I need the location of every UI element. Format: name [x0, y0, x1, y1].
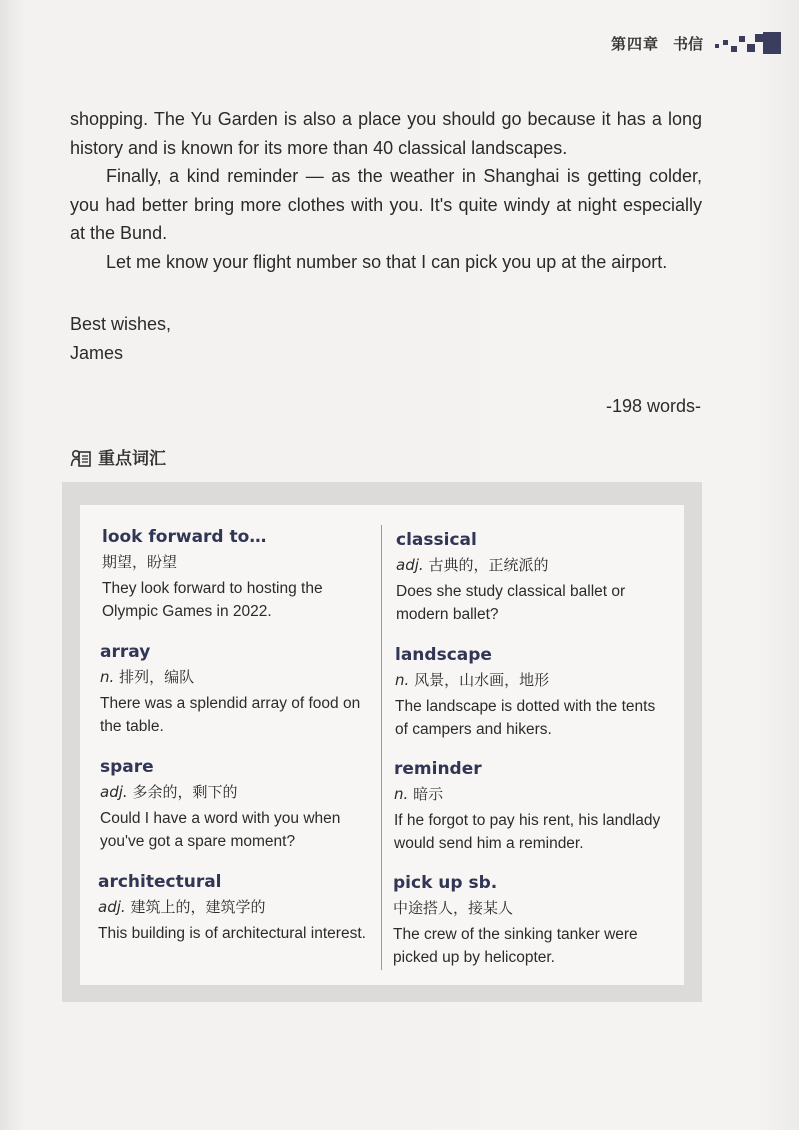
vocab-entry	[393, 873, 668, 969]
vocab-definition: adj. 多余的，剩下的	[100, 783, 238, 801]
vocab-definition: 中途搭人，接某人	[393, 899, 514, 917]
letter-paragraph: shopping. The Yu Garden is also a place you should go because it has a long history and is known for its more than 40 classical landscapes.	[70, 109, 702, 158]
column-divider	[381, 525, 382, 970]
vocab-title-text: 重点词汇	[98, 449, 166, 469]
vocab-word: array	[100, 642, 151, 662]
vocab-entry	[100, 642, 375, 738]
vocab-word: reminder	[394, 759, 482, 779]
vocab-example: If he forgot to pay his rent, his landlady would send him a reminder.	[394, 812, 661, 852]
word-count: -198 words-	[605, 396, 701, 416]
vocab-word: spare	[100, 757, 154, 777]
vocab-example: Does she study classical ballet or modern ballet?	[396, 583, 626, 623]
vocab-definition: n. 风景，山水画，地形	[395, 671, 550, 689]
vocab-word: architectural	[98, 872, 222, 892]
letter-body	[70, 105, 702, 276]
closing: Best wishes,	[70, 314, 172, 334]
decorative-pixel-pattern	[711, 30, 781, 56]
vocab-entry	[395, 645, 670, 741]
vocab-entry	[394, 759, 669, 855]
vocab-word: pick up sb.	[393, 873, 498, 893]
vocab-example: The crew of the sinking tanker were picked up by helicopter.	[393, 926, 638, 966]
vocab-example: They look forward to hosting the Olympic Games in 2022.	[102, 580, 323, 620]
signature: James	[70, 343, 124, 363]
vocab-definition: n. 排列，编队	[100, 668, 195, 686]
vocab-word: classical	[396, 530, 477, 550]
vocab-entry	[102, 527, 377, 623]
chapter-label: 第四章	[610, 34, 659, 53]
letter-signoff	[70, 310, 171, 368]
vocab-example: This building is of architectural interest.	[98, 925, 366, 942]
vocab-entry	[98, 872, 373, 945]
vocab-entry	[396, 530, 671, 626]
vocab-word: landscape	[395, 645, 492, 665]
running-header	[611, 30, 781, 56]
topic-label: 书信	[672, 34, 703, 53]
vocab-example: The landscape is dotted with the tents of campers and hikers.	[395, 698, 656, 738]
letter-paragraph: Finally, a kind reminder — as the weather in Shanghai is getting colder, you had better bring more clothes with you. It's quite windy at night especially at the Bund.	[70, 166, 702, 243]
vocab-section-title	[70, 444, 166, 469]
vocab-example: There was a splendid array of food on the table.	[100, 695, 361, 735]
vocab-definition: 期望，盼望	[102, 553, 178, 571]
vocab-example: Could I have a word with you when you've got a spare moment?	[100, 810, 341, 850]
vocab-word: look forward to…	[102, 527, 267, 547]
vocab-definition: adj. 古典的，正统派的	[396, 556, 549, 574]
vocab-definition: adj. 建筑上的，建筑学的	[98, 898, 266, 916]
letter-paragraph: Let me know your flight number so that I can pick you up at the airport.	[106, 251, 668, 272]
vocab-definition: n. 暗示	[394, 785, 444, 803]
book-person-icon	[70, 446, 94, 468]
vocab-entry	[100, 757, 375, 853]
